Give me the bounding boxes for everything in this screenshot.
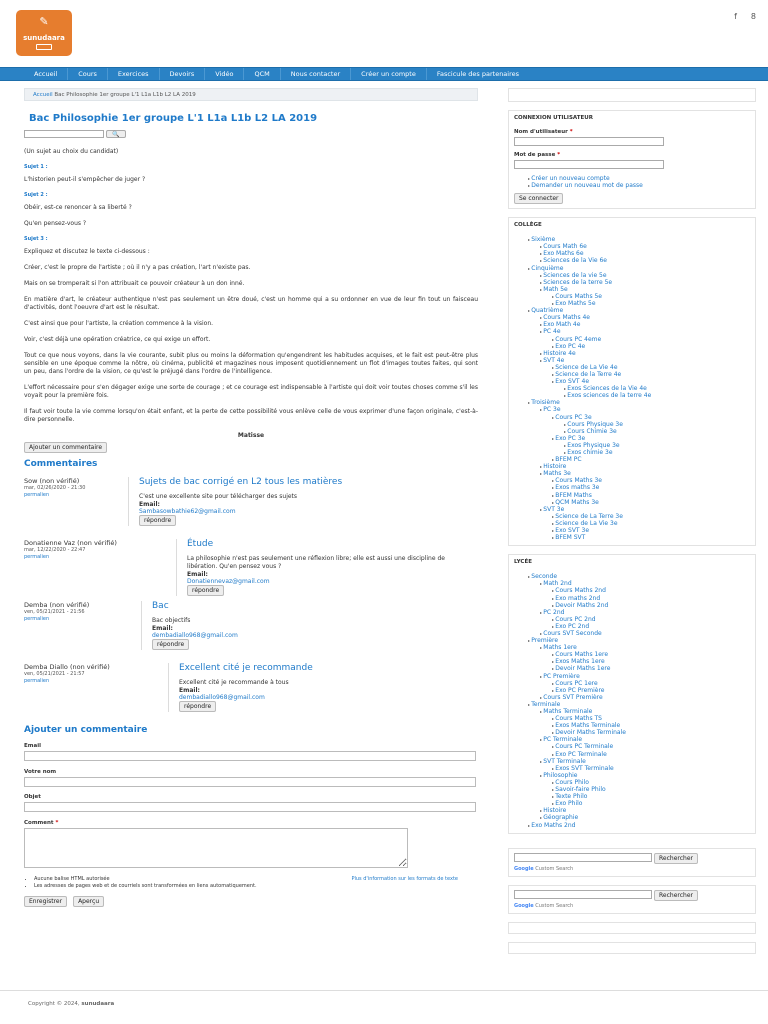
required-marker: *: [557, 152, 561, 158]
menu-item[interactable]: ▸ Histoire: [514, 807, 750, 814]
menu-item[interactable]: ▸ Devoir Maths Terminale: [514, 729, 750, 736]
google-search-block-2: [508, 885, 756, 914]
comment-permalink[interactable]: permalien: [24, 492, 50, 498]
breadcrumb: [24, 88, 478, 101]
email-label: Email: [24, 743, 41, 749]
sidebar-empty-block: [508, 942, 756, 954]
comment-text: C'est une excellente site pour télécharger des sujets: [139, 493, 298, 500]
menu-item[interactable]: ▸ BFEM SVT: [514, 534, 750, 541]
facebook-icon[interactable]: f: [734, 12, 737, 21]
comment-title[interactable]: Étude: [187, 539, 214, 549]
menu-item[interactable]: ▸ Math 2nd: [514, 580, 750, 587]
preview-button[interactable]: Aperçu: [73, 896, 104, 907]
menu-item[interactable]: ▸ Exos maths 3e: [514, 484, 750, 491]
para-5: C'est ainsi que pour l'artiste, la création commence à la vision.: [24, 320, 214, 327]
comment-body: [176, 539, 456, 596]
menu-item[interactable]: ▸ Devoir Maths 2nd: [514, 602, 750, 609]
google-logo: Google: [514, 865, 534, 872]
menu-item[interactable]: ▸ Maths 3e: [514, 470, 750, 477]
menu-item[interactable]: ▸ Cours Maths 2nd: [514, 587, 750, 594]
sidebar: [508, 88, 756, 962]
menu-item[interactable]: ▸ Cours Chimie 3e: [514, 428, 750, 435]
name-field[interactable]: [24, 777, 476, 787]
menu-item[interactable]: ▸ Cours PC 2nd: [514, 616, 750, 623]
menu-item[interactable]: ▸ Exo SVT 4e: [514, 378, 750, 385]
menu-item[interactable]: ▸ Terminale: [514, 701, 750, 708]
email-field[interactable]: [24, 751, 476, 761]
para-6: Voir, c'est déjà une opération créatrice, ce qui exige un effort.: [24, 336, 211, 343]
para-7: Tout ce que nous voyons, dans la vie courante, subit plus ou moins la déformation qu'engendrent les habitudes acquises, et le fait est peut-être plus sensible en une époque comme la nôtre, où cinéma, publicité et magazines nous imposent quotidiennement un flot d'images toutes faites, qui sont un peu, dans l'ordre de la vision, ce qu'est le préjugé dans l'ordre de l'intelligence.: [24, 352, 478, 375]
page-title: Bac Philosophie 1er groupe L'1 L1a L1b L2 LA 2019: [29, 113, 318, 124]
menu-item[interactable]: ▸ SVT 3e: [514, 506, 750, 513]
college-block: [508, 217, 756, 546]
menu-item[interactable]: ▸ Cours SVT Première: [514, 694, 750, 701]
menu-item[interactable]: ▸ Science de la Terre 4e: [514, 371, 750, 378]
password-label-text: Mot de passe: [514, 152, 556, 158]
comment-author: Demba Diallo (non vérifié): [24, 663, 110, 671]
tip-item: • Aucune balise HTML autorisée: [34, 876, 274, 882]
comment-body: [168, 663, 313, 712]
comment-textarea[interactable]: [24, 828, 408, 868]
comment-form: [24, 725, 478, 907]
menu-item[interactable]: ▸ Exo PC 4e: [514, 343, 750, 350]
nav-qcm[interactable]: QCM: [243, 68, 279, 80]
comments-title: Commentaires: [24, 459, 98, 469]
leaf-icon: ✎: [39, 15, 49, 28]
menu-item[interactable]: ▸ Cours PC 4eme: [514, 336, 750, 343]
sujet-1-label: Sujet 1 :: [24, 164, 48, 170]
comment-permalink[interactable]: permalien: [24, 616, 50, 622]
menu-item[interactable]: ▸ Sciences de la Vie 6e: [514, 257, 750, 264]
menu-item[interactable]: ▸ Exos Sciences de la Vie 4e: [514, 385, 750, 392]
comment-item: [24, 539, 478, 594]
login-block: [508, 110, 756, 209]
intro-text: (Un sujet au choix du candidat): [24, 148, 119, 155]
menu-item[interactable]: ▸ Maths 1ere: [514, 644, 750, 651]
sidebar-empty-block: [508, 88, 756, 102]
nav-create-account[interactable]: Créer un compte: [350, 68, 426, 80]
password-input[interactable]: [514, 160, 664, 169]
comment-text: Bac objectifs: [152, 617, 191, 624]
comment-date: ven, 05/21/2021 - 21:57: [24, 671, 85, 677]
username-label-text: Nom d'utilisateur: [514, 129, 568, 135]
comment-date: ven, 05/21/2021 - 21:56: [24, 609, 85, 615]
reply-button[interactable]: répondre: [139, 515, 176, 526]
nav-accueil[interactable]: Accueil: [34, 70, 58, 78]
para-2: Créer, c'est le propre de l'artiste ; où il n'y a pas création, l'art n'existe pas.: [24, 264, 251, 271]
search-button[interactable]: 🔍: [106, 130, 126, 138]
lycee-block: [508, 554, 756, 833]
breadcrumb-current: Bac Philosophie 1er groupe L'1 L1a L1b L2 LA 2019: [54, 92, 196, 98]
google-subtext: Custom Search: [535, 902, 574, 909]
comment-date: mar, 12/22/2020 - 22:47: [24, 547, 86, 553]
menu-item[interactable]: ▸ Cours SVT Seconde: [514, 630, 750, 637]
save-button[interactable]: Enregistrer: [24, 896, 67, 907]
nav-cours[interactable]: Cours: [67, 68, 107, 80]
comment-permalink[interactable]: permalien: [24, 554, 50, 560]
google-search-button[interactable]: Rechercher: [654, 853, 698, 864]
copyright-text: Copyright © 2024,: [28, 1001, 80, 1007]
google-subtext: Custom Search: [535, 865, 574, 872]
sujet-2-text-b: Qu'en pensez-vous ?: [24, 220, 87, 227]
menu-item[interactable]: ▸ Cours PC 1ere: [514, 680, 750, 687]
username-label: [514, 129, 750, 135]
menu-item[interactable]: ▸ Cours Maths 3e: [514, 477, 750, 484]
google-search-block: [508, 848, 756, 877]
menu-item[interactable]: ▸ Exos Maths Terminale: [514, 722, 750, 729]
para-1: Expliquez et discutez le texte ci-dessous :: [24, 248, 150, 255]
main-content: [24, 88, 478, 907]
required-marker: *: [569, 129, 573, 135]
comment-body: [128, 477, 342, 526]
menu-item[interactable]: ▸ Histoire 4e: [514, 350, 750, 357]
menu-item[interactable]: ▸ Philosophie: [514, 772, 750, 779]
google-branding: [514, 903, 750, 909]
content-search: [24, 130, 478, 138]
para-9: Il faut voir toute la vie comme lorsqu'on était enfant, et la perte de cette possibilité vous enlève celle de vous exprimer d'une façon originale, c'est-à-dire personnelle.: [24, 408, 478, 423]
menu-item[interactable]: ▸ PC 4e: [514, 328, 750, 335]
lycee-menu: [514, 573, 750, 828]
comment-email-label: Email:: [179, 687, 200, 694]
menu-item[interactable]: ▸ Exo Maths 5e: [514, 300, 750, 307]
format-info-link[interactable]: Plus d'information sur les formats de texte: [351, 875, 458, 882]
google-search-button[interactable]: Rechercher: [654, 890, 698, 901]
menu-item[interactable]: ▸ Savoir-faire Philo: [514, 786, 750, 793]
comment-item: [24, 663, 478, 715]
login-title: CONNEXION UTILISATEUR: [514, 115, 593, 121]
menu-item[interactable]: ▸ Sciences de la vie 5e: [514, 272, 750, 279]
menu-item[interactable]: ▸ Première: [514, 637, 750, 644]
menu-item[interactable]: ▸ Exos sciences de la terre 4e: [514, 392, 750, 399]
comment-date: mar, 02/26/2020 - 21:30: [24, 485, 86, 491]
reply-button[interactable]: répondre: [187, 585, 224, 596]
google-logo: Google: [514, 902, 534, 909]
comment-email-label: Email:: [139, 501, 160, 508]
reply-button[interactable]: répondre: [152, 639, 189, 650]
google-search-input[interactable]: [514, 853, 652, 862]
nav-video[interactable]: Vidéo: [204, 68, 243, 80]
menu-item[interactable]: ▸ Seconde: [514, 573, 750, 580]
comment-email-label: Email:: [187, 571, 208, 578]
menu-item[interactable]: ▸ Cours Maths 1ere: [514, 651, 750, 658]
comment-text: Excellent cité je recommande à tous: [179, 679, 289, 686]
menu-item[interactable]: ▸ Exo SVT 3e: [514, 527, 750, 534]
para-8: L'effort nécessaire pour s'en dégager exige une sorte de courage ; et ce courage est indispensable à l'artiste qui doit voir toutes choses comme s'il les voyait pour la première fois.: [24, 384, 478, 399]
menu-item[interactable]: ▸ PC Terminale: [514, 736, 750, 743]
google-search-input[interactable]: [514, 890, 652, 899]
nav-partners[interactable]: Fascicule des partenaires: [426, 68, 529, 80]
menu-item[interactable]: ▸ PC Première: [514, 673, 750, 680]
password-label: [514, 152, 750, 158]
menu-item[interactable]: ▸ Exo maths 2nd: [514, 595, 750, 602]
college-title: COLLÈGE: [514, 222, 542, 229]
menu-item[interactable]: ▸ BFEM Maths: [514, 492, 750, 499]
menu-item[interactable]: ▸ Géographie: [514, 814, 750, 821]
menu-item[interactable]: ▸ Devoir Maths 1ere: [514, 665, 750, 672]
comment-item: [24, 601, 478, 653]
menu-item[interactable]: ▸ Exo PC 3e: [514, 435, 750, 442]
menu-item[interactable]: ▸ Exos chimie 3e: [514, 449, 750, 456]
menu-item[interactable]: ▸ Exo PC Terminale: [514, 751, 750, 758]
tip-item: • Les adresses de pages web et de courriels sont transformées en liens automatiquement.: [34, 883, 274, 889]
comment-title[interactable]: Bac: [152, 601, 169, 611]
menu-item[interactable]: ▸ Exo Maths 2nd: [514, 822, 750, 829]
menu-item[interactable]: ▸ PC 2nd: [514, 609, 750, 616]
menu-item[interactable]: ▸ Exo PC 2nd: [514, 623, 750, 630]
breadcrumb-home[interactable]: Accueil: [33, 92, 53, 98]
menu-item[interactable]: ▸ Cours Maths 4e: [514, 314, 750, 321]
menu-item[interactable]: ▸ Exo Math 4e: [514, 321, 750, 328]
menu-item[interactable]: ▸ SVT 4e: [514, 357, 750, 364]
nav-exercices[interactable]: Exercices: [107, 68, 159, 80]
tablet-icon: [36, 44, 52, 50]
menu-item[interactable]: ▸ Quatrième: [514, 307, 750, 314]
form-title: Ajouter un commentaire: [24, 725, 148, 735]
sujet-2-text: Obéir, est-ce renoncer à sa liberté ?: [24, 204, 132, 211]
comment-title[interactable]: Sujets de bac corrigé en L2 tous les matières: [139, 477, 343, 487]
create-account-link[interactable]: ▸ Créer un nouveau compte: [514, 175, 750, 182]
menu-item[interactable]: ▸ Science de La Vie 4e: [514, 364, 750, 371]
nav-contact[interactable]: Nous contacter: [280, 68, 350, 80]
comment-email[interactable]: dembadiallo968@gmail.com: [179, 694, 265, 701]
social-links: [734, 12, 756, 21]
search-input[interactable]: [24, 130, 104, 138]
name-label: Votre nom: [24, 768, 57, 775]
menu-item[interactable]: ▸ Sixième: [514, 236, 750, 243]
add-comment-button[interactable]: Ajouter un commentaire: [24, 442, 107, 453]
menu-item[interactable]: ▸ Cours Math 6e: [514, 243, 750, 250]
login-button[interactable]: Se connecter: [514, 193, 563, 204]
para-4: En matière d'art, le créateur authentique n'est pas seulement un être doué, c'est un homme qui a su ordonner en vue de leur fin tout un faisceau d'activités, dont l'oeuvre d'art est le résultat.: [24, 296, 478, 311]
username-input[interactable]: [514, 137, 664, 146]
menu-item[interactable]: ▸ Cours PC Terminale: [514, 743, 750, 750]
menu-item[interactable]: ▸ Exos Physique 3e: [514, 442, 750, 449]
menu-item[interactable]: ▸ PC 3e: [514, 406, 750, 413]
sujet-1-text: L'historien peut-il s'empêcher de juger ?: [24, 176, 146, 183]
college-menu: [514, 236, 750, 541]
menu-item[interactable]: ▸ Exo Philo: [514, 800, 750, 807]
subject-label: Objet: [24, 794, 41, 800]
menu-item[interactable]: ▸ BFEM PC: [514, 456, 750, 463]
nav-devoirs[interactable]: Devoirs: [159, 68, 205, 80]
reset-password-link[interactable]: ▸ Demander un nouveau mot de passe: [514, 182, 750, 189]
menu-item[interactable]: ▸ Cours Physique 3e: [514, 421, 750, 428]
comment-item: [24, 477, 478, 529]
site-logo[interactable]: [16, 10, 72, 56]
menu-item[interactable]: ▸ Cours Philo: [514, 779, 750, 786]
comment-label: [24, 820, 478, 826]
menu-item[interactable]: ▸ Maths Terminale: [514, 708, 750, 715]
subject-field[interactable]: [24, 802, 476, 812]
main-nav: [0, 67, 768, 81]
format-tips: [24, 876, 478, 890]
comment-email[interactable]: Sambasowbathie62@gmail.com: [139, 508, 236, 515]
menu-item[interactable]: ▸ Texte Philo: [514, 793, 750, 800]
menu-item[interactable]: ▸ QCM Maths 3e: [514, 499, 750, 506]
comment-author: Demba (non vérifié): [24, 601, 90, 609]
sujet-2-label: Sujet 2 :: [24, 192, 48, 198]
comment-email[interactable]: Donatiennevaz@gmail.com: [187, 578, 270, 585]
footer-brand: sunudaara: [81, 1001, 115, 1007]
comment-text: La philosophie n'est pas seulement une réflexion libre; elle est aussi une discipline de libération. Qu'en pensez vous ?: [187, 555, 445, 570]
menu-item[interactable]: ▸ Cours Maths TS: [514, 715, 750, 722]
menu-item[interactable]: ▸ Cinquième: [514, 265, 750, 272]
menu-item[interactable]: ▸ Exo Maths 6e: [514, 250, 750, 257]
comment-body: [141, 601, 238, 650]
menu-item[interactable]: ▸ Sciences de la terre 5e: [514, 279, 750, 286]
para-3: Mais on se tromperait si l'on attribuait ce pouvoir créateur à un don inné.: [24, 280, 245, 287]
comment-title[interactable]: Excellent cité je recommande: [179, 663, 313, 673]
comment-email[interactable]: dembadiallo968@gmail.com: [152, 632, 238, 639]
comment-permalink[interactable]: permalien: [24, 678, 50, 684]
comment-email-label: Email:: [152, 625, 173, 632]
menu-item[interactable]: ▸ Exo PC Première: [514, 687, 750, 694]
menu-item[interactable]: ▸ Cours Maths 5e: [514, 293, 750, 300]
menu-item[interactable]: ▸ Exos Maths 1ere: [514, 658, 750, 665]
comment-author: Sow (non vérifié): [24, 477, 80, 485]
signature: Matisse: [237, 432, 265, 439]
required-marker: *: [55, 819, 59, 826]
sujet-3-label: Sujet 3 :: [24, 236, 48, 242]
menu-item[interactable]: ▸ Histoire: [514, 463, 750, 470]
logo-text: sunudaara: [23, 34, 65, 42]
menu-item[interactable]: ▸ Math 5e: [514, 286, 750, 293]
menu-item[interactable]: ▸ Troisième: [514, 399, 750, 406]
googleplus-icon[interactable]: 8: [750, 12, 756, 21]
menu-item[interactable]: ▸ SVT Terminale: [514, 758, 750, 765]
menu-item[interactable]: ▸ Science de La Terre 3e: [514, 513, 750, 520]
reply-button[interactable]: répondre: [179, 701, 216, 712]
sidebar-empty-block: [508, 922, 756, 934]
menu-item[interactable]: ▸ Exos SVT Terminale: [514, 765, 750, 772]
lycee-title: LYCÉE: [514, 559, 532, 566]
comment-label-text: Comment: [24, 819, 54, 826]
footer: [0, 990, 768, 1017]
comment-author: Donatienne Vaz (non vérifié): [24, 539, 117, 547]
menu-item[interactable]: ▸ Science de La Vie 3e: [514, 520, 750, 527]
google-branding: [514, 866, 750, 872]
menu-item[interactable]: ▸ Cours PC 3e: [514, 414, 750, 421]
